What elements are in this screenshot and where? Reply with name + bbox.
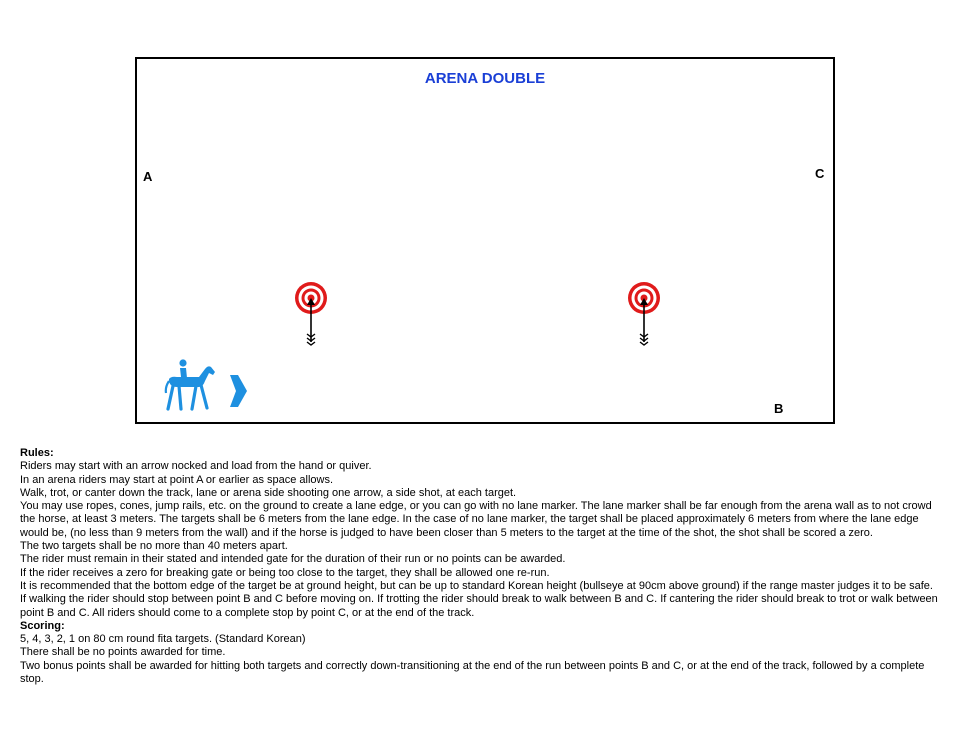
rules-text <box>20 447 945 686</box>
rule-line: In an arena riders may start at point A or earlier as space allows. <box>20 473 334 486</box>
arena-diagram <box>135 57 835 424</box>
rule-line: You may use ropes, cones, jump rails, etc. on the ground to create a lane edge, or you can go with no lane marker. The lane marker shall be far enough from the arena wall as to not crowd the horse, at least 3 meters. The targets shall be 6 meters from the lane edge. In the case of no lane marker, the target shall be placed approximately 6 meters from where the lane edge would be, (no less than 9 meters from the wall) and if the horse is judged to have been closer than 5 meters to the target at the time of the shot, the shot shall be scored a zero. <box>20 500 932 539</box>
scoring-line: Two bonus points shall be awarded for hitting both targets and correctly down-transitioning at the end of the run between points B and C, or at the end of the track, followed by a complete stop. <box>20 659 925 686</box>
arrow-2-icon <box>636 298 652 346</box>
scoring-line: There shall be no points awarded for time. <box>20 646 226 659</box>
arrow-1-icon <box>303 298 319 346</box>
rule-line: Walk, trot, or canter down the track, lane or arena side shooting one arrow, a side shot, at each target. <box>20 486 517 499</box>
point-a-label: A <box>143 169 153 184</box>
horse-rider-icon <box>163 359 217 411</box>
scoring-heading: Scoring: <box>20 619 65 632</box>
point-c-label: C <box>815 166 825 181</box>
rule-line: The rider must remain in their stated and intended gate for the duration of their run or no points can be awarded. <box>20 553 566 566</box>
point-b-label: B <box>774 401 784 416</box>
rules-heading: Rules: <box>20 447 54 459</box>
arena-title: ARENA DOUBLE <box>424 70 546 87</box>
rule-line: The two targets shall be no more than 40 meters apart. <box>20 540 288 553</box>
scoring-line: 5, 4, 3, 2, 1 on 80 cm round fita targets. (Standard Korean) <box>20 633 306 646</box>
rule-line: It is recommended that the bottom edge of the target be at ground height, but can be up to standard Korean height (bullseye at 90cm above ground) if the range master judges it to be safe. <box>20 579 933 592</box>
rule-line: If the rider receives a zero for breaking gate or being too close to the target, they shall be allowed one re-run. <box>20 566 550 579</box>
direction-arrow-icon <box>228 374 248 408</box>
rule-line: Riders may start with an arrow nocked and load from the hand or quiver. <box>20 460 372 473</box>
rule-line: If walking the rider should stop between point B and C before moving on. If trotting the rider should break to walk between B and C. If cantering the rider should break to trot or walk between point B and C. All riders should come to a complete stop by point C, or at the end of the track. <box>20 593 938 619</box>
